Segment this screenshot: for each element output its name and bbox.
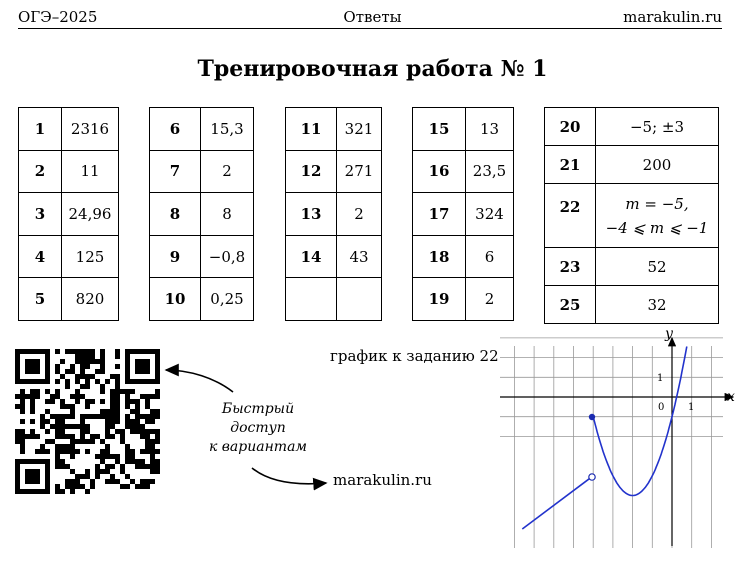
table-row [286, 108, 382, 151]
table-row [545, 146, 719, 184]
answer-value: 321 [337, 108, 382, 151]
header-center: Ответы [343, 8, 402, 26]
task-number [286, 278, 337, 321]
page-title: Тренировочная работа № 1 [197, 56, 548, 82]
task-number: 10 [150, 278, 201, 321]
answer-value: −5; ±3 [596, 108, 719, 146]
table-row [545, 286, 719, 324]
answer-value: 2316 [62, 108, 119, 151]
answer-value: 43 [337, 235, 382, 278]
table-row [545, 248, 719, 286]
task-number: 11 [286, 108, 337, 151]
y-axis-label: y [665, 328, 673, 342]
table-row [286, 278, 382, 321]
task-number: 23 [545, 248, 596, 286]
answer-value: 24,96 [62, 193, 119, 236]
answer-line-1: m = −5, [625, 194, 689, 213]
graph-label: график к заданию 22 [330, 347, 499, 365]
answer-value: 15,3 [201, 108, 254, 151]
arrow-to-site-icon [252, 468, 326, 484]
answer-value: 11 [62, 150, 119, 193]
task-number: 1 [19, 108, 62, 151]
header-left: ОГЭ–2025 [18, 8, 98, 26]
caption-line: к вариантам [208, 439, 308, 455]
table-row [413, 150, 514, 193]
table-row [150, 108, 254, 151]
table-row [413, 278, 514, 321]
filled-point [589, 414, 595, 420]
table-row [545, 108, 719, 146]
grid-lines [497, 328, 723, 548]
table-row [19, 193, 119, 236]
table-row [413, 193, 514, 236]
task-number: 2 [19, 150, 62, 193]
task-number: 8 [150, 193, 201, 236]
task-number: 21 [545, 146, 596, 184]
task-number: 22 [545, 184, 596, 248]
task-number: 5 [19, 278, 62, 321]
answer-value [337, 278, 382, 321]
answer-value: 200 [596, 146, 719, 184]
answers-table-2 [149, 107, 254, 321]
site-link[interactable]: marakulin.ru [333, 471, 432, 489]
table-row [19, 235, 119, 278]
header-right: marakulin.ru [623, 8, 722, 26]
task-number: 14 [286, 235, 337, 278]
graph-parabola-branch [593, 347, 687, 496]
table-row [286, 193, 382, 236]
task-number: 13 [286, 193, 337, 236]
qr-caption [203, 400, 313, 457]
caption-line: доступ [230, 420, 286, 436]
task-number: 6 [150, 108, 201, 151]
answers-table-4 [412, 107, 514, 321]
answer-value: 23,5 [466, 150, 514, 193]
answer-line-2: −4 ⩽ m ⩽ −1 [605, 218, 709, 237]
table-row [19, 108, 119, 151]
answer-value: 52 [596, 248, 719, 286]
task-number: 16 [413, 150, 466, 193]
answer-value: 820 [62, 278, 119, 321]
answer-value: 0,25 [201, 278, 254, 321]
answer-value: 271 [337, 150, 382, 193]
task-number: 12 [286, 150, 337, 193]
table-row [150, 278, 254, 321]
arrow-to-qr-icon [166, 370, 233, 392]
answer-value: −0,8 [201, 235, 254, 278]
table-row [150, 150, 254, 193]
open-point [589, 474, 595, 480]
qr-code-icon[interactable] [15, 349, 160, 494]
table-row [413, 235, 514, 278]
graph-line-branch [522, 476, 593, 529]
task-number: 9 [150, 235, 201, 278]
answers-table-5 [544, 107, 719, 324]
tick-label-zero: 0 [658, 402, 665, 413]
task-number: 15 [413, 108, 466, 151]
tick-label-y1: 1 [657, 373, 664, 384]
task-number: 3 [19, 193, 62, 236]
answer-value: 8 [201, 193, 254, 236]
table-row [150, 235, 254, 278]
tick-label-x1: 1 [688, 402, 695, 413]
answer-value: 125 [62, 235, 119, 278]
answer-value [596, 184, 719, 248]
answer-value: 2 [201, 150, 254, 193]
task-number: 4 [19, 235, 62, 278]
table-row [545, 184, 719, 248]
caption-line: Быстрый [221, 401, 295, 417]
task-number: 18 [413, 235, 466, 278]
header-rule [18, 28, 722, 29]
table-row [286, 150, 382, 193]
table-row [413, 108, 514, 151]
task-number: 25 [545, 286, 596, 324]
task-number: 17 [413, 193, 466, 236]
answers-table-3 [285, 107, 382, 321]
answer-value: 6 [466, 235, 514, 278]
x-axis-label: x [727, 389, 735, 405]
answer-value: 2 [337, 193, 382, 236]
answer-value: 324 [466, 193, 514, 236]
task-number: 19 [413, 278, 466, 321]
answers-table-1 [18, 107, 119, 321]
table-row [19, 150, 119, 193]
task-number: 20 [545, 108, 596, 146]
function-graph [497, 328, 742, 550]
table-row [286, 235, 382, 278]
answer-value: 2 [466, 278, 514, 321]
table-row [150, 193, 254, 236]
table-row [19, 278, 119, 321]
answer-value: 32 [596, 286, 719, 324]
answer-value: 13 [466, 108, 514, 151]
task-number: 7 [150, 150, 201, 193]
